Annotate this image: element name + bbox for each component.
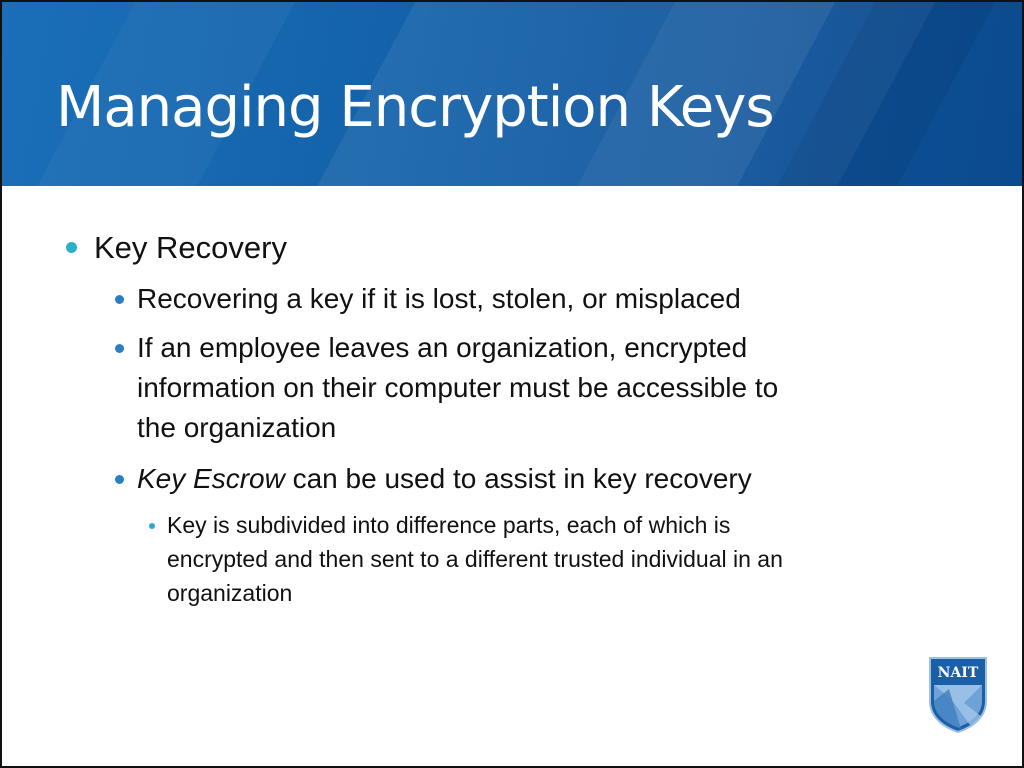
bullet-dot <box>66 242 77 253</box>
bullet-line: If an employee leaves an organization, encrypted <box>137 332 748 363</box>
key-escrow-term: Key Escrow <box>137 463 285 494</box>
nait-shield-logo-icon <box>929 657 987 733</box>
bullet-text: can be used to assist in key recovery <box>284 463 752 494</box>
bullet-dot <box>115 344 124 353</box>
bullet-level2 <box>137 459 752 499</box>
logo-text: NAIT <box>937 665 979 681</box>
bullet-line: encrypted and then sent to a different trusted individual in an <box>167 546 783 572</box>
bullet-dot <box>115 475 124 484</box>
banner-decoration <box>748 2 1017 186</box>
slide-title: Managing Encryption Keys <box>56 75 774 140</box>
bullet-dot <box>149 523 155 529</box>
bullet-level3 <box>167 508 783 610</box>
bullet-level2: Recovering a key if it is lost, stolen, or misplaced <box>137 283 741 314</box>
bullet-level1: Key Recovery <box>94 230 287 265</box>
bullet-line: the organization <box>137 412 337 443</box>
bullet-line: organization <box>167 580 293 606</box>
bullet-level2 <box>137 328 778 448</box>
bullet-dot <box>115 295 124 304</box>
bullet-line: information on their computer must be accessible to <box>137 372 779 403</box>
title-banner <box>2 2 1024 186</box>
bullet-line: Key is subdivided into difference parts, each of which is <box>167 512 731 538</box>
